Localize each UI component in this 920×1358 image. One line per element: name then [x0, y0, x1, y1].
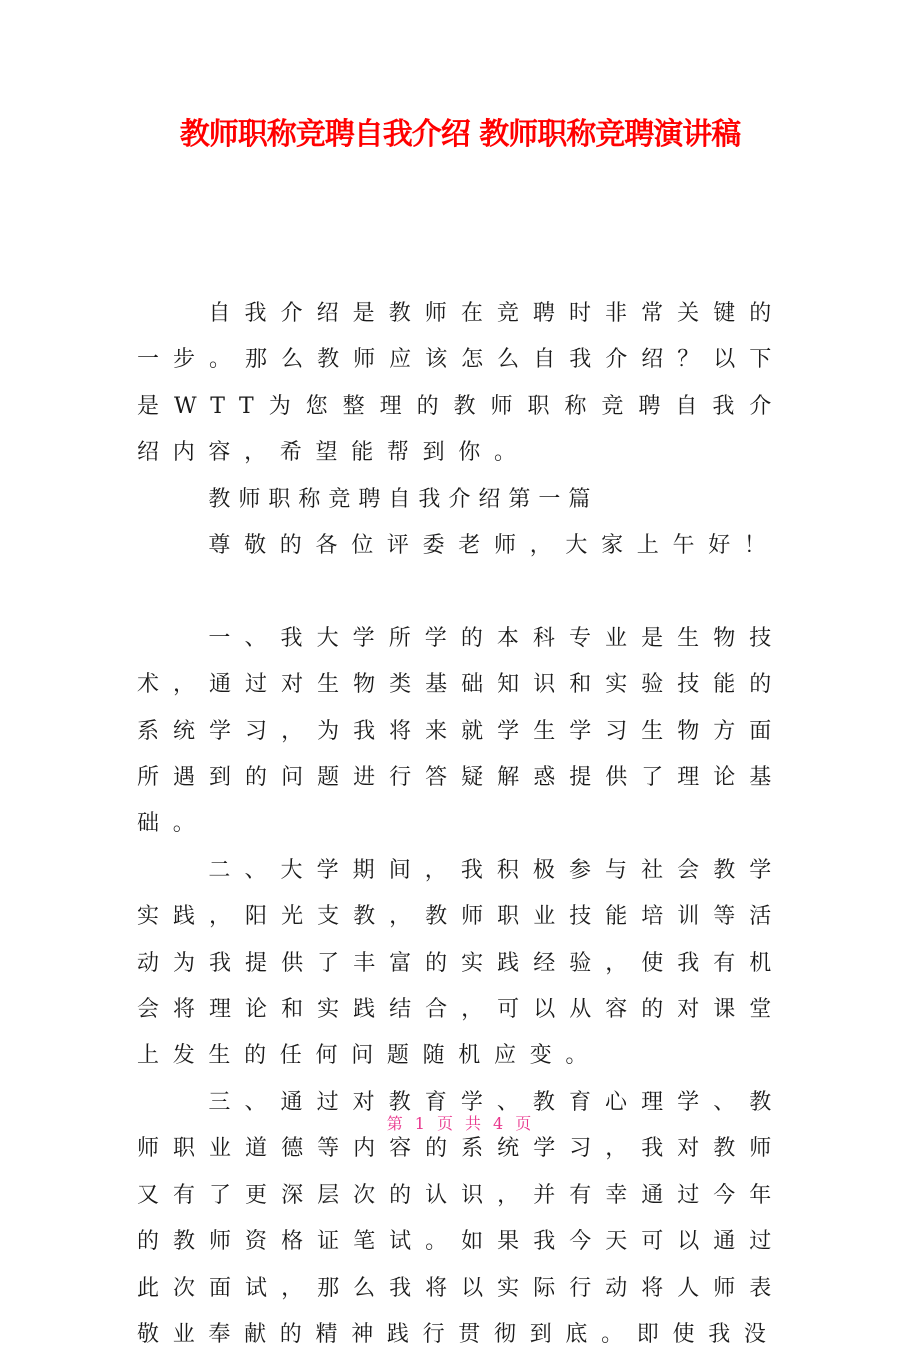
document-title: 教师职称竞聘自我介绍 教师职称竞聘演讲稿 — [179, 117, 741, 152]
page-footer — [0, 1112, 920, 1136]
intro-paragraph: 自我介绍是教师在竞聘时非常关键的一步。那么教师应该怎么自我介绍？以下是WTT为您整理的教师职称竞聘自我介绍内容，希望能帮到你。 — [137, 301, 785, 466]
footer-prefix: 第 — [386, 1114, 405, 1133]
point-one-paragraph: 一、我大学所学的本科专业是生物技术，通过对生物类基础知识和实验技能的系统学习，为我将来就学生学习生物方面所遇到的问题进行答疑解惑提供了理论基础。 — [137, 625, 785, 837]
point-two-paragraph: 二、大学期间，我积极参与社会教学实践，阳光支教，教师职业技能培训等活动为我提供了丰富的实践经验，使我有机会将理论和实践结合，可以从容的对课堂上发生的任何问题随机应变。 — [137, 857, 785, 1069]
footer-suffix: 页 — [515, 1114, 534, 1133]
footer-page-label: 页 — [436, 1114, 455, 1133]
footer-total-label: 共 — [465, 1114, 484, 1133]
document-body — [137, 291, 785, 1358]
section-heading: 教师职称竞聘自我介绍第一篇 — [208, 486, 599, 512]
total-pages-number: 4 — [493, 1114, 506, 1133]
current-page-number: 1 — [414, 1114, 427, 1133]
blank-line — [137, 569, 785, 615]
greeting-paragraph: 尊敬的各位评委老师，大家上午好！ — [208, 533, 780, 559]
point-three-paragraph: 三、通过对教育学、教育心理学、教师职业道德等内容的系统学习，我对教师又有了更深层次的认识，并有幸通过今年的教师资格证笔试。如果我今天可以通过此次面试，那么我将以实际行动将人师表敬业奉献的精神践行贯彻到底。即使我没 — [137, 1089, 785, 1347]
